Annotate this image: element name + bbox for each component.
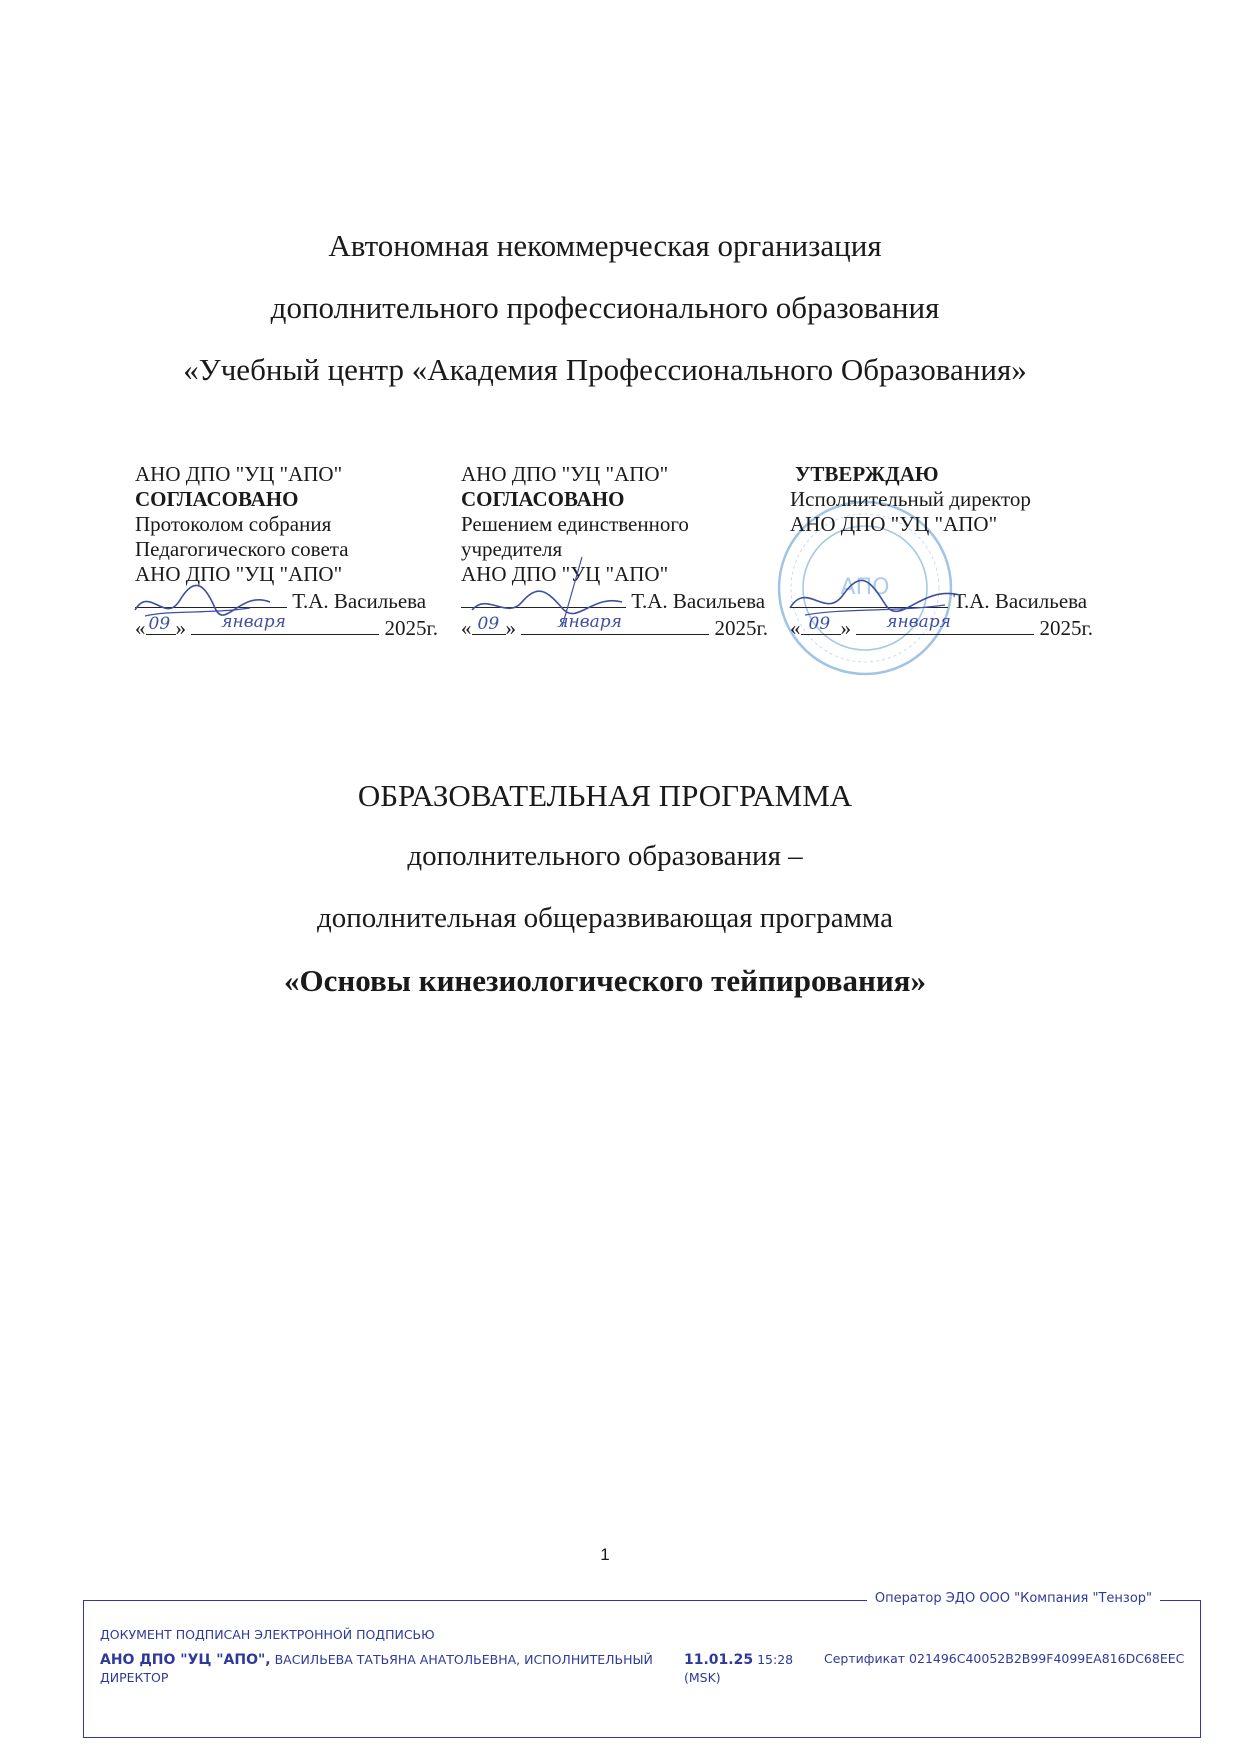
edo-timezone: (MSK) <box>684 1670 721 1685</box>
page-number: 1 <box>600 1545 610 1564</box>
approval-body-line: учредителя <box>461 537 563 561</box>
date-row: « 09 » января 2025г. <box>461 612 768 640</box>
org-name-line-2: дополнительного профессионального образования <box>270 290 940 325</box>
signer-name: Т.А. Васильева <box>953 589 1088 613</box>
program-name: «Основы кинезиологического тейпирования» <box>284 963 926 998</box>
program-type: дополнительная общеразвивающая программа <box>317 902 893 934</box>
electronic-signature-block <box>83 1591 1201 1738</box>
signer-name: Т.А. Васильева <box>631 589 766 613</box>
org-name-line-1: Автономная некоммерческая организация <box>328 228 882 263</box>
edo-title: ДОКУМЕНТ ПОДПИСАН ЭЛЕКТРОННОЙ ПОДПИСЬЮ <box>100 1627 435 1642</box>
handwritten-signature-icon <box>462 552 632 632</box>
edo-operator: Оператор ЭДО ООО "Компания "Тензор" <box>867 1591 1160 1606</box>
date-row: « 09 » января 2025г. <box>790 612 1093 640</box>
handwritten-day: 09 <box>477 614 500 634</box>
handwritten-signature-icon <box>130 580 280 630</box>
handwritten-signature-icon <box>785 560 965 630</box>
edo-org: АНО ДПО "УЦ "АПО", <box>100 1652 271 1668</box>
date-row: « 09 » января 2025г. <box>135 612 438 640</box>
edo-signer <box>100 1651 660 1686</box>
approval-org-top: АНО ДПО "УЦ "АПО" <box>461 462 669 486</box>
edo-signer-name: ВАСИЛЬЕВА ТАТЬЯНА АНАТОЛЬЕВНА, ИСПОЛНИТЕЛЬНЫЙ ДИРЕКТОР <box>100 1652 653 1685</box>
handwritten-day: 09 <box>148 614 171 634</box>
approval-heading: СОГЛАСОВАНО <box>135 487 299 511</box>
date-year: 2025г. <box>1039 616 1093 640</box>
edo-certificate: Сертификат 021496C40052B2B99F4099EA816DC68EEC <box>824 1651 1185 1666</box>
edo-time: 15:28 <box>757 1652 794 1667</box>
handwritten-day: 09 <box>808 614 831 634</box>
approval-body-line: Исполнительный директор <box>790 487 1031 511</box>
program-subtitle: дополнительного образования – <box>407 840 803 872</box>
org-name-line-3: «Учебный центр «Академия Профессионального Образования» <box>183 352 1027 387</box>
handwritten-month: января <box>886 612 951 632</box>
signer-name: Т.А. Васильева <box>292 589 427 613</box>
approval-body-line: АНО ДПО "УЦ "АПО" <box>461 562 669 586</box>
date-year: 2025г. <box>384 616 438 640</box>
approval-heading: УТВЕРЖДАЮ <box>795 462 939 486</box>
handwritten-month: января <box>221 612 286 632</box>
approval-heading: СОГЛАСОВАНО <box>461 487 625 511</box>
approval-org-top: АНО ДПО "УЦ "АПО" <box>135 462 343 486</box>
edo-timestamp <box>684 1651 804 1686</box>
approval-body-line: Решением единственного <box>461 512 689 536</box>
handwritten-month: января <box>557 612 622 632</box>
approval-body-line: АНО ДПО "УЦ "АПО" <box>790 512 998 536</box>
date-year: 2025г. <box>714 616 768 640</box>
edo-date: 11.01.25 <box>684 1652 754 1668</box>
approval-body-line: Педагогического совета <box>135 537 349 561</box>
program-title: ОБРАЗОВАТЕЛЬНАЯ ПРОГРАММА <box>357 778 853 813</box>
approval-body-line: АНО ДПО "УЦ "АПО" <box>135 562 343 586</box>
svg-text:АПО: АПО <box>840 575 890 600</box>
approval-body-line: Протоколом собрания <box>135 512 332 536</box>
